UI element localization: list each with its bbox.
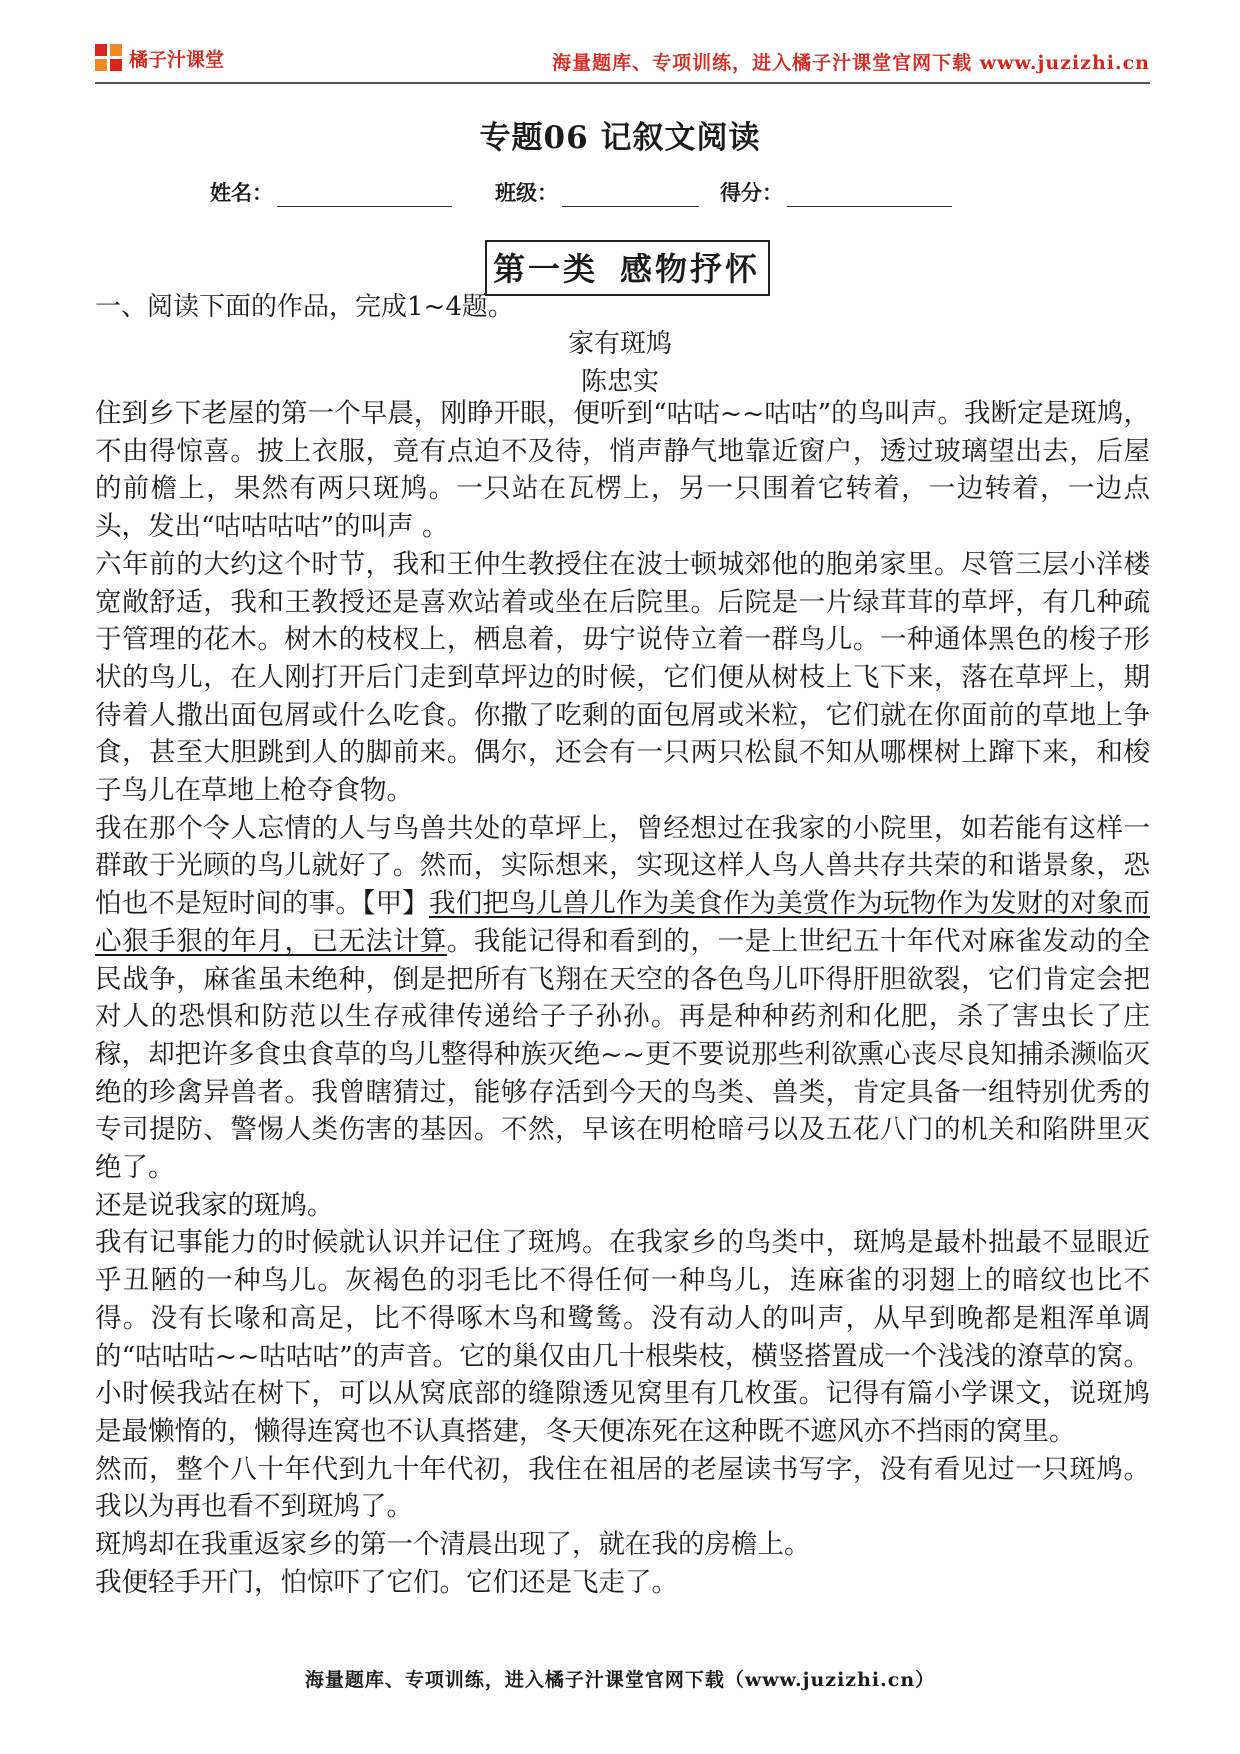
passage-body <box>95 395 1150 1602</box>
name-field[interactable] <box>277 184 452 207</box>
name-label: 姓名： <box>210 180 273 205</box>
header-promo[interactable]: 海量题库、专项训练，进入橘子汁课堂官网下载 www.juzizhi.cn <box>552 52 1150 74</box>
logo-text: 橘子汁课堂 <box>129 48 225 71</box>
paragraph-3-intro: 我在那个令人忘情的人与鸟兽共处的草坪上，曾经想过在我家的小院里，如若能有这样一群敢于光顾的鸟儿就好了。然而，实际想来，实现这样人鸟人兽共存共荣的和谐景象，恐怕也不是短时间的事。【甲】 <box>95 812 1150 920</box>
logo-icon <box>95 44 123 72</box>
paragraph-1: 住到乡下老屋的第一个早晨，刚睁开眼，便听到“咕咕~~咕咕”的鸟叫声。我断定是斑鸠，不由得惊喜。披上衣服，竟有点迫不及待，悄声静气地靠近窗户，透过玻璃望出去，后屋的前檐上，果然有两只斑鸠。一只站在瓦楞上，另一只围着它转着，一边转着，一边点头，发出“咕咕咕咕”的叫声 。 <box>95 398 1150 543</box>
brand-logo[interactable] <box>95 44 224 72</box>
paragraph-4: 还是说我家的斑鸠。 <box>95 1189 334 1221</box>
page-footer[interactable]: 海量题库、专项训练，进入橘子汁课堂官网下载（www.juzizhi.cn） <box>304 1669 936 1691</box>
class-label: 班级： <box>495 180 558 205</box>
underlined-sentence-jia: 我们把鸟儿兽儿作为美食作为美赏作为玩物作为发财的对象而心狠手狠的年月，已无法计算 <box>95 888 1150 957</box>
page-header <box>95 38 1150 78</box>
paragraph-3 <box>95 810 1150 1187</box>
section-topic: 感物抒怀 <box>620 250 761 288</box>
paragraph-7: 斑鸠却在我重返家乡的第一个清晨出现了，就在我的房檐上。 <box>95 1529 811 1561</box>
paragraph-8: 我便轻手开门，怕惊吓了它们。它们还是飞走了。 <box>95 1566 678 1598</box>
page-title: 专题06 记叙文阅读 <box>479 120 761 156</box>
section-category: 第一类 <box>493 250 599 288</box>
paragraph-3-rest: 。我能记得和看到的，一是上世纪五十年代对麻雀发动的全民战争，麻雀虽未绝种，倒是把所有飞翔在天空的各色鸟儿吓得肝胆欲裂，它们肯定会把对人的恐惧和防范以生存戒律传递给子子孙孙。再是种种药剂和化肥，杀了害虫长了庄稼，却把许多食虫食草的鸟儿整得种族灭绝~~更不要说那些利欲熏心丧尽良知捕杀濒临灭绝的珍禽异兽者。我曾瞎猜过，能够存活到今天的鸟类、兽类，肯定具备一组特别优秀的专司提防、警惕人类伤害的基因。不然，早该在明枪暗弓以及五花八门的机关和陷阱里灭绝了。 <box>95 925 1151 1184</box>
score-field[interactable] <box>787 184 952 207</box>
score-label: 得分： <box>720 180 783 205</box>
student-info <box>210 177 1070 207</box>
paragraph-5: 我有记事能力的时候就认识并记住了斑鸠。在我家乡的鸟类中，斑鸠是最朴拙最不显眼近乎丑陋的一种鸟儿。灰褐色的羽毛比不得任何一种鸟儿，连麻雀的羽翅上的暗纹也比不得。没有长喙和高足，比不得啄木鸟和鹭鸶。没有动人的叫声，从早到晚都是粗浑单调的“咕咕咕~~咕咕咕”的声音。它的巢仅由几十根柴枝，横竖搭置成一个浅浅的潦草的窝。小时候我站在树下，可以从窝底部的缝隙透见窝里有几枚蛋。记得有篇小学课文，说斑鸠是最懒惰的，懒得连窝也不认真搭建，冬天便冻死在这种既不遮风亦不挡雨的窝里。 <box>95 1227 1150 1447</box>
class-field[interactable] <box>562 184 699 207</box>
section-heading <box>485 240 770 296</box>
question-instruction: 一、阅读下面的作品，完成1~4题。 <box>95 292 514 322</box>
passage-title: 家有斑鸠 <box>567 329 672 359</box>
passage-author: 陈忠实 <box>580 367 659 397</box>
paragraph-2: 六年前的大约这个时节，我和王仲生教授住在波士顿城郊他的胞弟家里。尽管三层小洋楼宽敞舒适，我和王教授还是喜欢站着或坐在后院里。后院是一片绿茸茸的草坪，有几种疏于管理的花木。树木的枝杈上，栖息着，毋宁说侍立着一群鸟儿。一种通体黑色的梭子形状的鸟儿，在人刚打开后门走到草坪边的时候，它们便从树枝上飞下来，落在草坪上，期待着人撒出面包屑或什么吃食。你撒了吃剩的面包屑或米粒，它们就在你面前的草地上争食，甚至大胆跳到人的脚前来。偶尔，还会有一只两只松鼠不知从哪棵树上蹿下来，和梭子鸟儿在草地上枪夺食物。 <box>95 548 1150 807</box>
paragraph-6: 然而，整个八十年代到九十年代初，我住在祖居的老屋读书写字，没有看见过一只斑鸠。我以为再也看不到斑鸠了。 <box>95 1453 1150 1523</box>
header-divider <box>95 82 1150 84</box>
